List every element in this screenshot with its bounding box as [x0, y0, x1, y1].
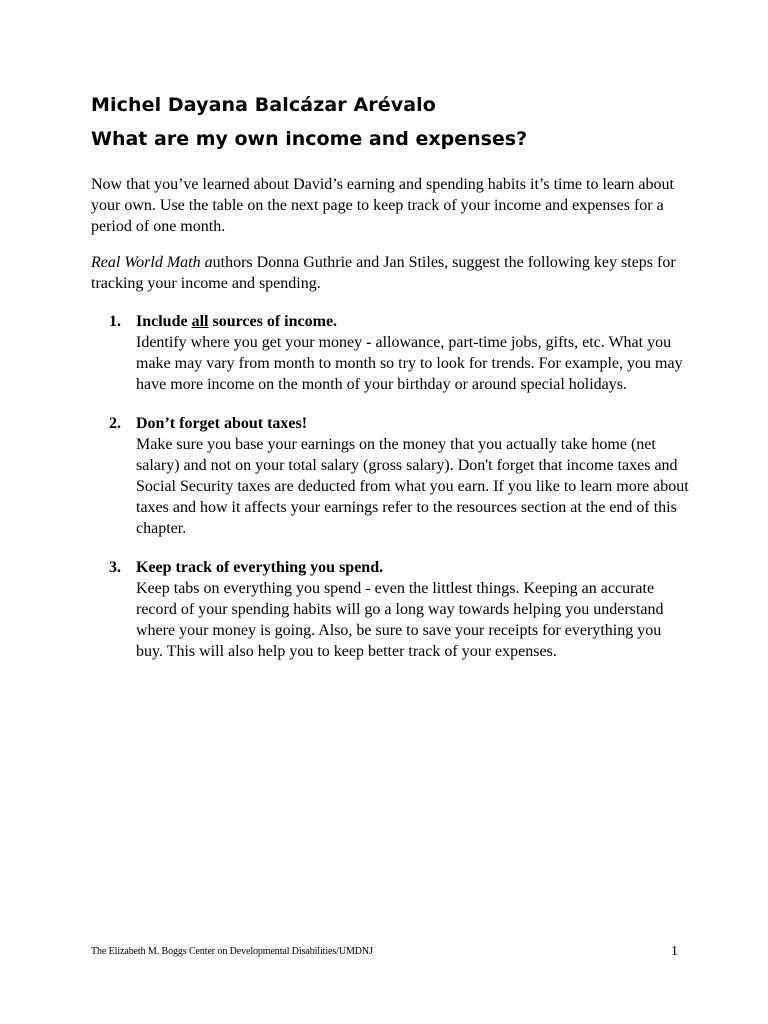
page-heading: What are my own income and expenses? [91, 128, 528, 150]
step-title [136, 311, 691, 332]
key-steps-list [91, 311, 691, 662]
step-body: Identify where you get your money - allowance, part-time jobs, gifts, etc. What you make may vary from month to month so try to look for trends. For example, you may have more income on the month of your birthday or around special holidays. [136, 334, 683, 393]
step-item [91, 311, 691, 395]
step-title: Keep track of everything you spend. [136, 559, 384, 576]
citation-paragraph [91, 252, 691, 294]
author-name: Michel Dayana Balcázar Arévalo [91, 94, 436, 116]
step-item [91, 557, 691, 662]
step-title: Don’t forget about taxes! [136, 415, 308, 432]
step-number: 1. [109, 313, 121, 330]
citation-text: uthors Donna Guthrie and Jan Stiles, suggest the following key steps for tracking your income and spending. [91, 254, 676, 292]
step-title-emphasis: all [191, 313, 209, 330]
footer-organization: The Elizabeth M. Boggs Center on Developmental Disabilities/UMDNJ [91, 946, 373, 957]
intro-paragraph: Now that you’ve learned about David’s earning and spending habits it’s time to learn about your own. Use the table on the next page to keep track of your income and expenses for a period of one month. [91, 176, 674, 235]
step-number: 3. [109, 559, 121, 576]
page-number: 1 [671, 944, 678, 959]
step-title-after: sources of income. [208, 313, 338, 330]
step-item [91, 413, 691, 539]
book-title: Real World Math a [91, 254, 213, 271]
step-body: Make sure you base your earnings on the money that you actually take home (net salary) and not on your total salary (gross salary). Don't forget that income taxes and Social Security taxes are deducted from what you earn. If you like to learn more about taxes and how it affects your earnings refer to the resources section at the end of this chapter. [136, 436, 689, 537]
step-title-before: Include [136, 313, 192, 330]
step-body: Keep tabs on everything you spend - even the littlest things. Keeping an accurate record of your spending habits will go a long way towards helping you understand where your money is going. Also, be sure to save your receipts for everything you buy. This will also help you to keep better track of your expenses. [136, 580, 664, 660]
step-number: 2. [109, 415, 121, 432]
